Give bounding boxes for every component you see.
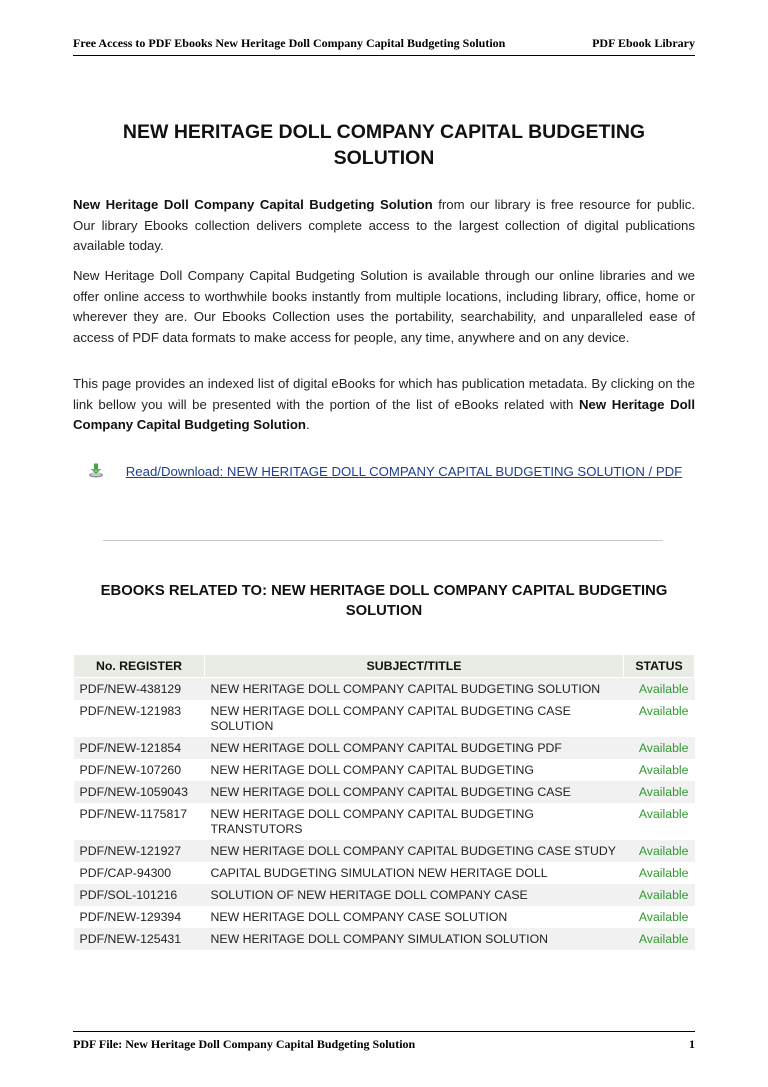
intro-text-3: This page provides an indexed list of digital eBooks for which has publication metadata. By clicking on the link bellow you will be presented with the portion of the list of eBooks related with bbox=[73, 376, 695, 412]
register-cell: PDF/NEW-107260 bbox=[74, 759, 205, 781]
table-header-row bbox=[74, 655, 695, 678]
title-cell: NEW HERITAGE DOLL COMPANY CAPITAL BUDGETING TRANSTUTORS bbox=[205, 803, 624, 840]
status-cell: Available bbox=[624, 862, 695, 884]
register-cell: PDF/NEW-129394 bbox=[74, 906, 205, 928]
status-cell: Available bbox=[624, 906, 695, 928]
title-cell: NEW HERITAGE DOLL COMPANY CAPITAL BUDGETING CASE STUDY bbox=[205, 840, 624, 862]
title-cell: NEW HERITAGE DOLL COMPANY CAPITAL BUDGETING SOLUTION bbox=[205, 678, 624, 701]
table-row bbox=[74, 803, 695, 840]
download-link[interactable]: Read/Download: NEW HERITAGE DOLL COMPANY CAPITAL BUDGETING SOLUTION / PDF bbox=[125, 464, 683, 479]
intro-period: . bbox=[305, 417, 310, 432]
register-cell: PDF/SOL-101216 bbox=[74, 884, 205, 906]
register-cell: PDF/NEW-121927 bbox=[74, 840, 205, 862]
intro-text-1: from our library is free resource for public. Our library Ebooks collection delivers complete access to the largest collection of digital publications available today. bbox=[73, 197, 695, 253]
intro-bold-title: New Heritage Doll Company Capital Budgeting Solution bbox=[73, 197, 433, 212]
table-row bbox=[74, 759, 695, 781]
title-cell: CAPITAL BUDGETING SIMULATION NEW HERITAGE DOLL bbox=[205, 862, 624, 884]
table-row bbox=[74, 862, 695, 884]
title-cell: NEW HERITAGE DOLL COMPANY CASE SOLUTION bbox=[205, 906, 624, 928]
title-cell: SOLUTION OF NEW HERITAGE DOLL COMPANY CASE bbox=[205, 884, 624, 906]
page-number: 1 bbox=[689, 1037, 695, 1051]
title-cell: NEW HERITAGE DOLL COMPANY CAPITAL BUDGETING CASE SOLUTION bbox=[205, 700, 624, 737]
register-cell: PDF/NEW-1175817 bbox=[74, 803, 205, 840]
register-cell: PDF/NEW-121854 bbox=[74, 737, 205, 759]
status-cell: Available bbox=[624, 928, 695, 950]
title-cell: NEW HERITAGE DOLL COMPANY CAPITAL BUDGETING bbox=[205, 759, 624, 781]
status-cell: Available bbox=[624, 678, 695, 701]
header-title: Free Access to PDF Ebooks New Heritage Doll Company Capital Budgeting Solution bbox=[73, 36, 506, 50]
status-cell: Available bbox=[624, 840, 695, 862]
title-cell: NEW HERITAGE DOLL COMPANY SIMULATION SOLUTION bbox=[205, 928, 624, 950]
table-row bbox=[74, 678, 695, 701]
table-row bbox=[74, 884, 695, 906]
table-row bbox=[74, 906, 695, 928]
related-ebooks-table bbox=[73, 654, 695, 950]
table-row bbox=[74, 700, 695, 737]
page-title: NEW HERITAGE DOLL COMPANY CAPITAL BUDGETING SOLUTION bbox=[122, 121, 646, 169]
header-library: PDF Ebook Library bbox=[592, 36, 695, 50]
footer-file-label: PDF File: New Heritage Doll Company Capital Budgeting Solution bbox=[73, 1037, 416, 1051]
download-icon[interactable] bbox=[88, 462, 104, 478]
related-ebooks-title: EBOOKS RELATED TO: NEW HERITAGE DOLL COMPANY CAPITAL BUDGETING SOLUTION bbox=[100, 583, 668, 619]
intro-bold-title-2: New Heritage Doll Company Capital Budgeting Solution bbox=[73, 396, 695, 432]
page-header bbox=[73, 36, 695, 54]
title-cell: NEW HERITAGE DOLL COMPANY CAPITAL BUDGETING CASE bbox=[205, 781, 624, 803]
header-rule bbox=[73, 55, 695, 56]
status-cell: Available bbox=[624, 759, 695, 781]
status-cell: Available bbox=[624, 803, 695, 840]
register-cell: PDF/NEW-125431 bbox=[74, 928, 205, 950]
column-header-register: No. REGISTER bbox=[74, 655, 205, 678]
intro-paragraph-3 bbox=[73, 374, 695, 436]
table-row bbox=[74, 928, 695, 950]
intro-paragraph-1 bbox=[73, 195, 695, 257]
status-cell: Available bbox=[624, 737, 695, 759]
register-cell: PDF/NEW-438129 bbox=[74, 678, 205, 701]
register-cell: PDF/CAP-94300 bbox=[74, 862, 205, 884]
section-divider bbox=[103, 540, 663, 541]
table-row bbox=[74, 737, 695, 759]
intro-paragraph-2: New Heritage Doll Company Capital Budgeting Solution is available through our online libraries and we offer online access to worthwhile books instantly from multiple locations, including library, office, home or wherever they are. Our Ebooks Collection uses the portability, searchability, and unparalleled ease of access of PDF data formats to make access for people, any time, anywhere and on any device. bbox=[73, 268, 695, 345]
table-row bbox=[74, 781, 695, 803]
register-cell: PDF/NEW-121983 bbox=[74, 700, 205, 737]
table-row bbox=[74, 840, 695, 862]
column-header-status: STATUS bbox=[624, 655, 695, 678]
footer-rule bbox=[73, 1031, 695, 1032]
status-cell: Available bbox=[624, 884, 695, 906]
title-cell: NEW HERITAGE DOLL COMPANY CAPITAL BUDGETING PDF bbox=[205, 737, 624, 759]
register-cell: PDF/NEW-1059043 bbox=[74, 781, 205, 803]
status-cell: Available bbox=[624, 700, 695, 737]
column-header-title: SUBJECT/TITLE bbox=[205, 655, 624, 678]
status-cell: Available bbox=[624, 781, 695, 803]
